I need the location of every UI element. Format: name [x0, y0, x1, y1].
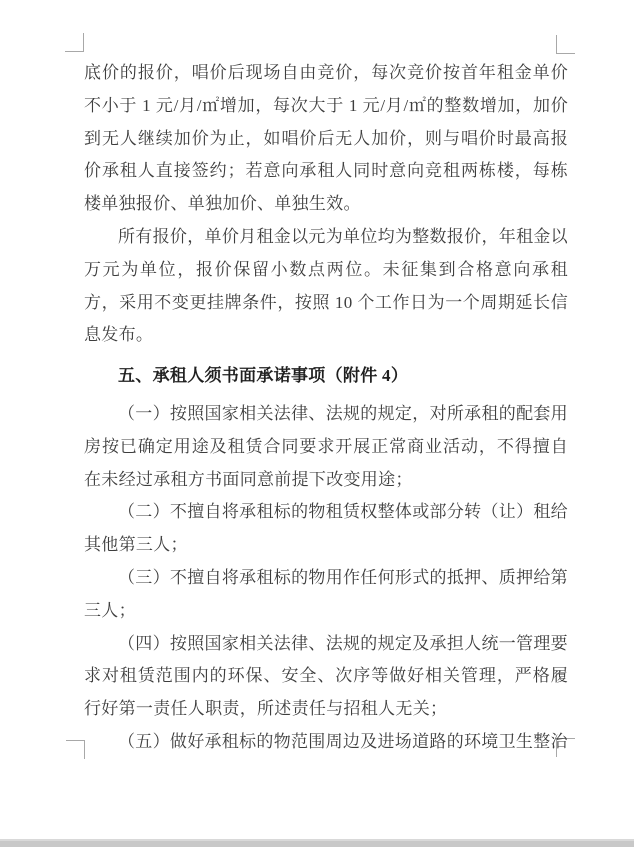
document-body [84, 57, 568, 759]
body-paragraph: 底价的报价，唱价后现场自由竞价，每次竞价按首年租金单价不小于 1 元/月/㎡增加，每次大于 1 元/月/㎡的整数增加，加价到无人继续加价为止，如唱价后无人加价，则与唱价时最高报价承租人直接签约；若意向承租人同时意向竞租两栋楼，每栋楼单独报价、单独加价、单独生效。 [84, 63, 568, 214]
page-bottom-gap [0, 839, 634, 847]
body-paragraph: （一）按照国家相关法律、法规的规定，对所承租的配套用房按已确定用途及租赁合同要求开展正常商业活动，不得擅自在未经过承租方书面同意前提下改变用途； [84, 403, 568, 489]
text-boundary-mark-top-right [556, 35, 575, 54]
body-paragraph: （二）不擅自将承租标的物租赁权整体或部分转（让）租给其他第三人； [84, 502, 568, 555]
body-paragraph: （三）不擅自将承租标的物用作任何形式的抵押、质押给第三人； [84, 567, 568, 620]
section-heading: 五、承租人须书面承诺事项（附件 4） [118, 366, 409, 386]
text-boundary-mark-top-left [65, 33, 84, 52]
body-paragraph: （五）做好承租标的物范围周边及进场道路的环境卫生整治 [118, 731, 568, 751]
body-paragraph: （四）按照国家相关法律、法规的规定及承担人统一管理要求对租赁范围内的环保、安全、次序等做好相关管理，严格履行好第一责任人职责，所述责任与招租人无关； [84, 633, 568, 719]
body-paragraph: 所有报价，单价月租金以元为单位均为整数报价，年租金以万元为单位，报价保留小数点两位。未征集到合格意向承租方，采用不变更挂牌条件，按照 10 个工作日为一个周期延长信息发布。 [84, 226, 568, 345]
text-boundary-mark-bottom-left [66, 740, 85, 759]
